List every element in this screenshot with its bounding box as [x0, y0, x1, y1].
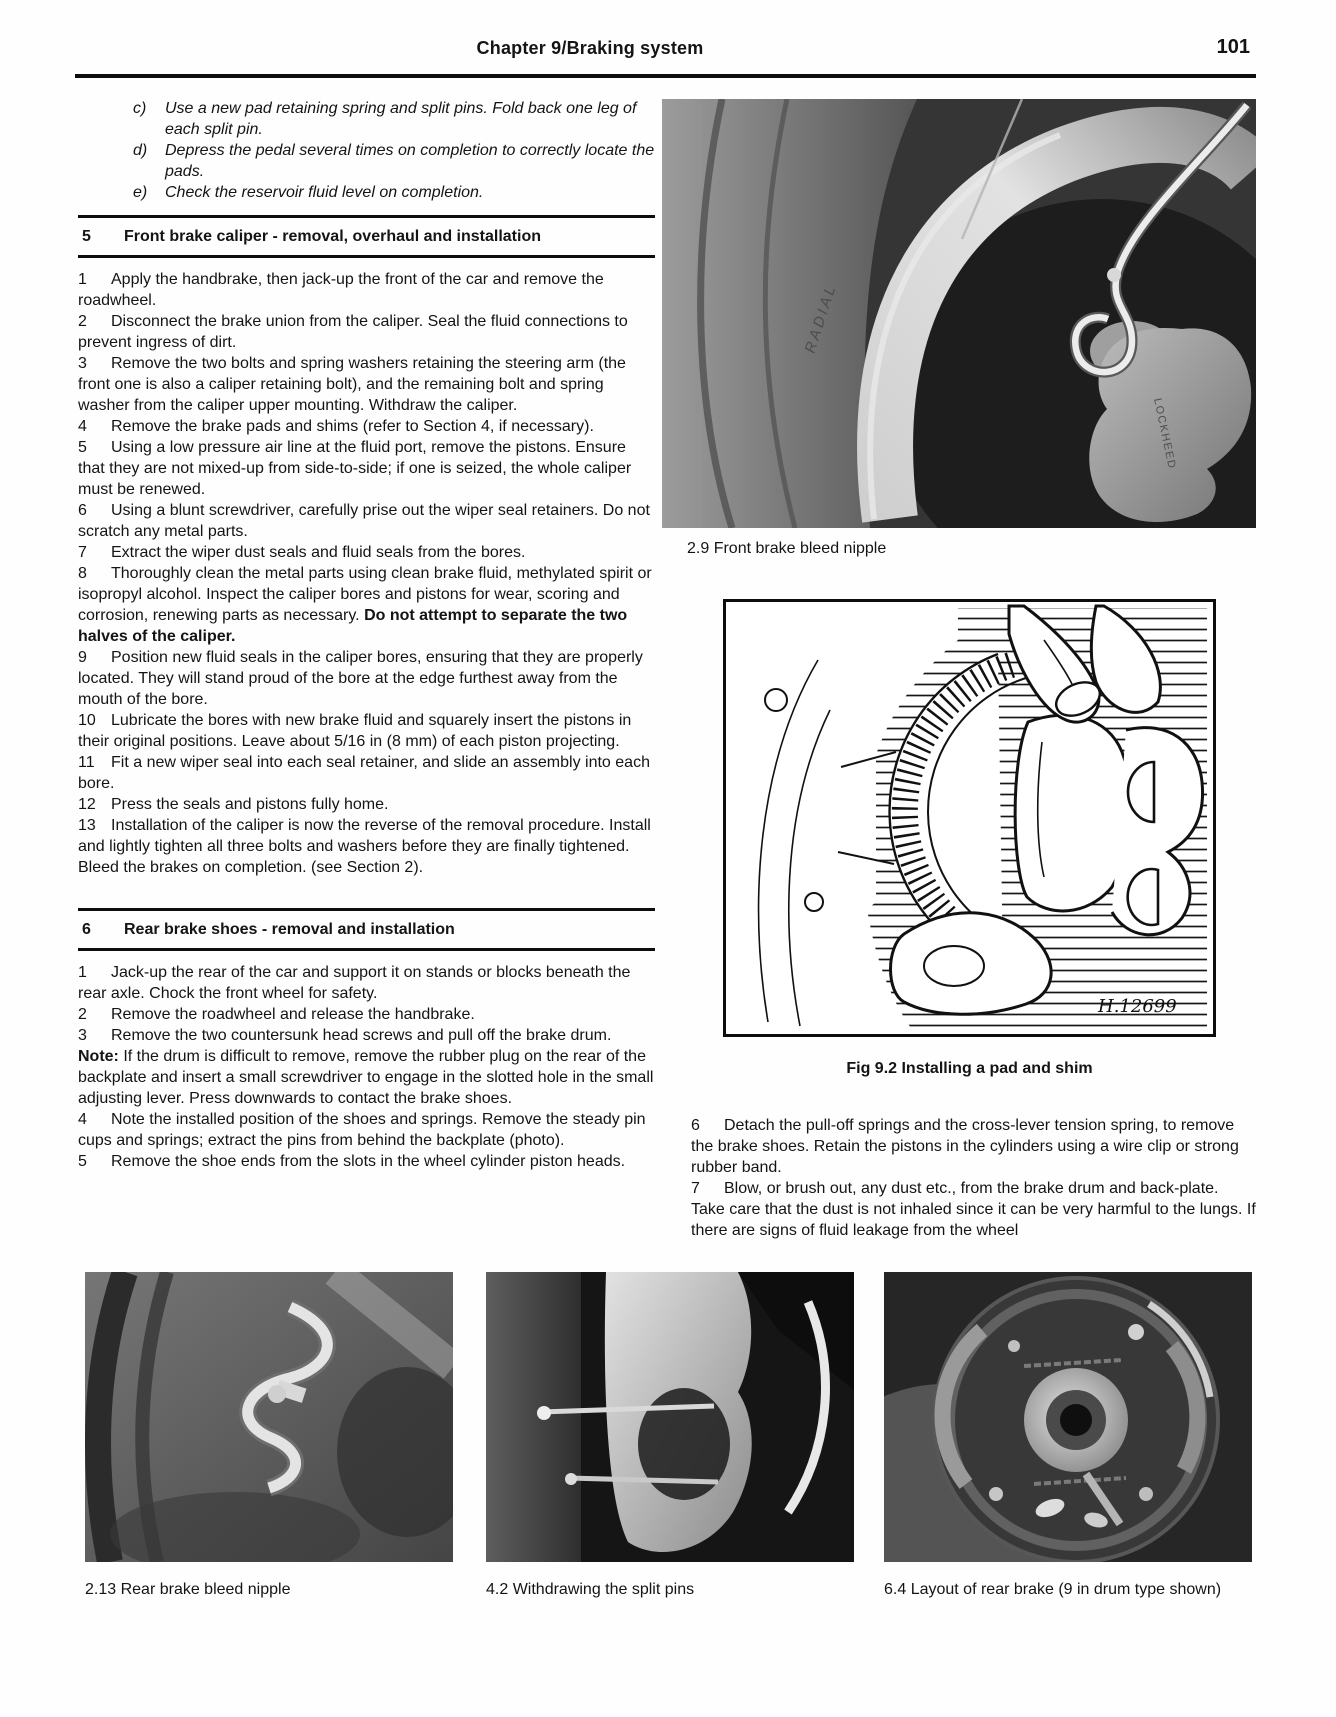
step-text: Blow, or brush out, any dust etc., from the brake drum and back-plate. Take care that the dust is not inhaled since it can be very harmful to the lungs. If there are signs of fluid leakage from the wheel: [691, 1180, 1256, 1239]
left-column: [78, 88, 655, 1172]
step-paragraph: [78, 1004, 655, 1025]
photo-caption-6-4: 6.4 Layout of rear brake (9 in drum type shown): [884, 1581, 1222, 1598]
step-text: Remove the roadwheel and release the handbrake.: [111, 1006, 475, 1023]
step-paragraph: [78, 416, 655, 437]
step-text-bold: Note:: [78, 1048, 119, 1065]
step-text: Installation of the caliper is now the reverse of the removal procedure. Install and lightly tighten all three bolts and washers before they are finally tightened. Bleed the brakes on completion. (see Section 2).: [78, 817, 651, 876]
step-number: 3: [78, 355, 87, 372]
section-title: Front brake caliper - removal, overhaul and installation: [124, 228, 541, 245]
step-paragraph: [691, 1178, 1256, 1241]
step-paragraph: [78, 500, 655, 542]
photo-rear-brake-layout: [884, 1272, 1252, 1562]
item-letter: c): [133, 100, 147, 117]
photo-withdrawing-split-pins: [486, 1272, 854, 1562]
step-number: 1: [78, 964, 87, 981]
section-heading-front-caliper: [78, 215, 655, 258]
step-text: Extract the wiper dust seals and fluid seals from the bores.: [111, 544, 526, 561]
step-text: Fit a new wiper seal into each seal retainer, and slide an assembly into each bore.: [78, 754, 650, 792]
header-rule: [75, 74, 1256, 78]
step-text: Press the seals and pistons fully home.: [111, 796, 389, 813]
step-text: Disconnect the brake union from the caliper. Seal the fluid connections to prevent ingress of dirt.: [78, 313, 628, 351]
step-paragraph: [78, 1025, 655, 1109]
step-paragraph: [78, 542, 655, 563]
step-number: 2: [78, 1006, 87, 1023]
figure-code: H.12699: [1098, 996, 1177, 1017]
step-text: Thoroughly clean the metal parts using clean brake fluid, methylated spirit or isopropyl alcohol. Inspect the caliper bores and pistons for wear, scoring and corrosion, renewing parts as necessary.: [78, 565, 652, 624]
item-letter: e): [133, 184, 148, 201]
step-text: Position new fluid seals in the caliper bores, ensuring that they are properly located. They will stand proud of the bore at the edge furthest away from the mouth of the bore.: [78, 649, 643, 708]
lettered-item: [78, 182, 655, 203]
item-letter: d): [133, 142, 148, 159]
item-text: Depress the pedal several times on completion to correctly locate the pads.: [165, 142, 655, 180]
step-paragraph: [78, 647, 655, 710]
figure-caption: Fig 9.2 Installing a pad and shim: [846, 1060, 1093, 1077]
lettered-item: [78, 98, 655, 140]
step-paragraph: [78, 710, 655, 752]
step-number: 5: [78, 439, 87, 456]
step-text: Apply the handbrake, then jack-up the front of the car and remove the roadwheel.: [78, 271, 604, 309]
section-number: 6: [82, 921, 91, 938]
photo-front-brake-bleed-nipple: [662, 99, 1256, 528]
step-paragraph: [78, 269, 655, 311]
step-number: 1: [78, 271, 87, 288]
step-number: 8: [78, 565, 87, 582]
step-number: 3: [78, 1027, 87, 1044]
step-text: Using a low pressure air line at the fluid port, remove the pistons. Ensure that they are not mixed-up from side-to-side; if one is seized, the whole caliper must be renewed.: [78, 439, 632, 498]
step-text: If the drum is difficult to remove, remove the rubber plug on the rear of the backplate and insert a small screwdriver to engage in the slotted hole in the small adjusting lever. Press downwards to contact the brake shoes.: [78, 1048, 654, 1107]
step-number: 4: [78, 418, 87, 435]
step-number: 13: [78, 817, 96, 834]
section-heading-rear-shoes: [78, 908, 655, 951]
step-paragraph: [78, 1109, 655, 1151]
step-number: 6: [691, 1117, 700, 1134]
intro-lettered-list: [78, 88, 655, 203]
figure-line-drawing: [726, 602, 1213, 1034]
caliper-lettering: LOCKHEED: [1151, 397, 1178, 471]
step-paragraph: [78, 962, 655, 1004]
step-number: 10: [78, 712, 96, 729]
step-paragraph: [78, 437, 655, 500]
step-number: 12: [78, 796, 96, 813]
step-paragraph: [78, 794, 655, 815]
lettered-item: [78, 140, 655, 182]
step-paragraph: [78, 1151, 655, 1172]
section-number: 5: [82, 228, 91, 245]
section6-steps: [78, 962, 655, 1172]
step-number: 5: [78, 1153, 87, 1170]
step-text: Note the installed position of the shoes and springs. Remove the steady pin cups and springs; extract the pins from behind the backplate (photo).: [78, 1111, 646, 1149]
step-paragraph: [78, 752, 655, 794]
step-number: 7: [691, 1180, 700, 1197]
photo-rear-bleed-nipple: [85, 1272, 453, 1562]
step-text: Lubricate the bores with new brake fluid and squarely insert the pistons in their original positions. Leave about 5/16 in (8 mm) of each piston projecting.: [78, 712, 632, 750]
step-number: 2: [78, 313, 87, 330]
step-paragraph: [78, 563, 655, 647]
step-number: 4: [78, 1111, 87, 1128]
photo-caption-4-2: 4.2 Withdrawing the split pins: [486, 1581, 695, 1598]
step-text: Detach the pull-off springs and the cross-lever tension spring, to remove the brake shoes. Retain the pistons in the cylinders using a wire clip or strong rubber band.: [691, 1117, 1239, 1176]
section-title: Rear brake shoes - removal and installation: [124, 921, 455, 938]
photo-caption-2-9: 2.9 Front brake bleed nipple: [687, 540, 887, 557]
step-number: 6: [78, 502, 87, 519]
right-column-steps: [691, 1115, 1256, 1241]
step-text: Jack-up the rear of the car and support it on stands or blocks beneath the rear axle. Chock the front wheel for safety.: [78, 964, 631, 1002]
figure-9-2: [723, 599, 1216, 1037]
section5-steps: [78, 269, 655, 878]
step-text-bold: Do not attempt to separate the two halves of the caliper.: [78, 607, 628, 645]
step-text: Using a blunt screwdriver, carefully prise out the wiper seal retainers. Do not scratch any metal parts.: [78, 502, 650, 540]
page-number: 101: [1216, 36, 1250, 58]
step-text: Remove the two countersunk head screws and pull off the brake drum.: [111, 1027, 612, 1044]
step-paragraph: [691, 1115, 1256, 1178]
item-text: Check the reservoir fluid level on completion.: [165, 184, 484, 201]
step-text: Remove the two bolts and spring washers retaining the steering arm (the front one is also a caliper retaining bolt), and the remaining bolt and spring washer from the caliper upper mounting. Withdraw the caliper.: [78, 355, 626, 414]
photo-caption-2-13: 2.13 Rear brake bleed nipple: [85, 1581, 291, 1598]
step-number: 7: [78, 544, 87, 561]
step-text: Remove the shoe ends from the slots in the wheel cylinder piston heads.: [111, 1153, 626, 1170]
step-number: 11: [78, 754, 95, 771]
tire-lettering: RADIAL: [801, 281, 841, 356]
item-text: Use a new pad retaining spring and split pins. Fold back one leg of each split pin.: [165, 100, 637, 138]
step-paragraph: [78, 815, 655, 878]
step-text: Remove the brake pads and shims (refer to Section 4, if necessary).: [111, 418, 594, 435]
step-number: 9: [78, 649, 87, 666]
step-paragraph: [78, 353, 655, 416]
step-paragraph: [78, 311, 655, 353]
page-title: Chapter 9/Braking system: [476, 38, 704, 58]
photo-art: [662, 99, 1256, 528]
